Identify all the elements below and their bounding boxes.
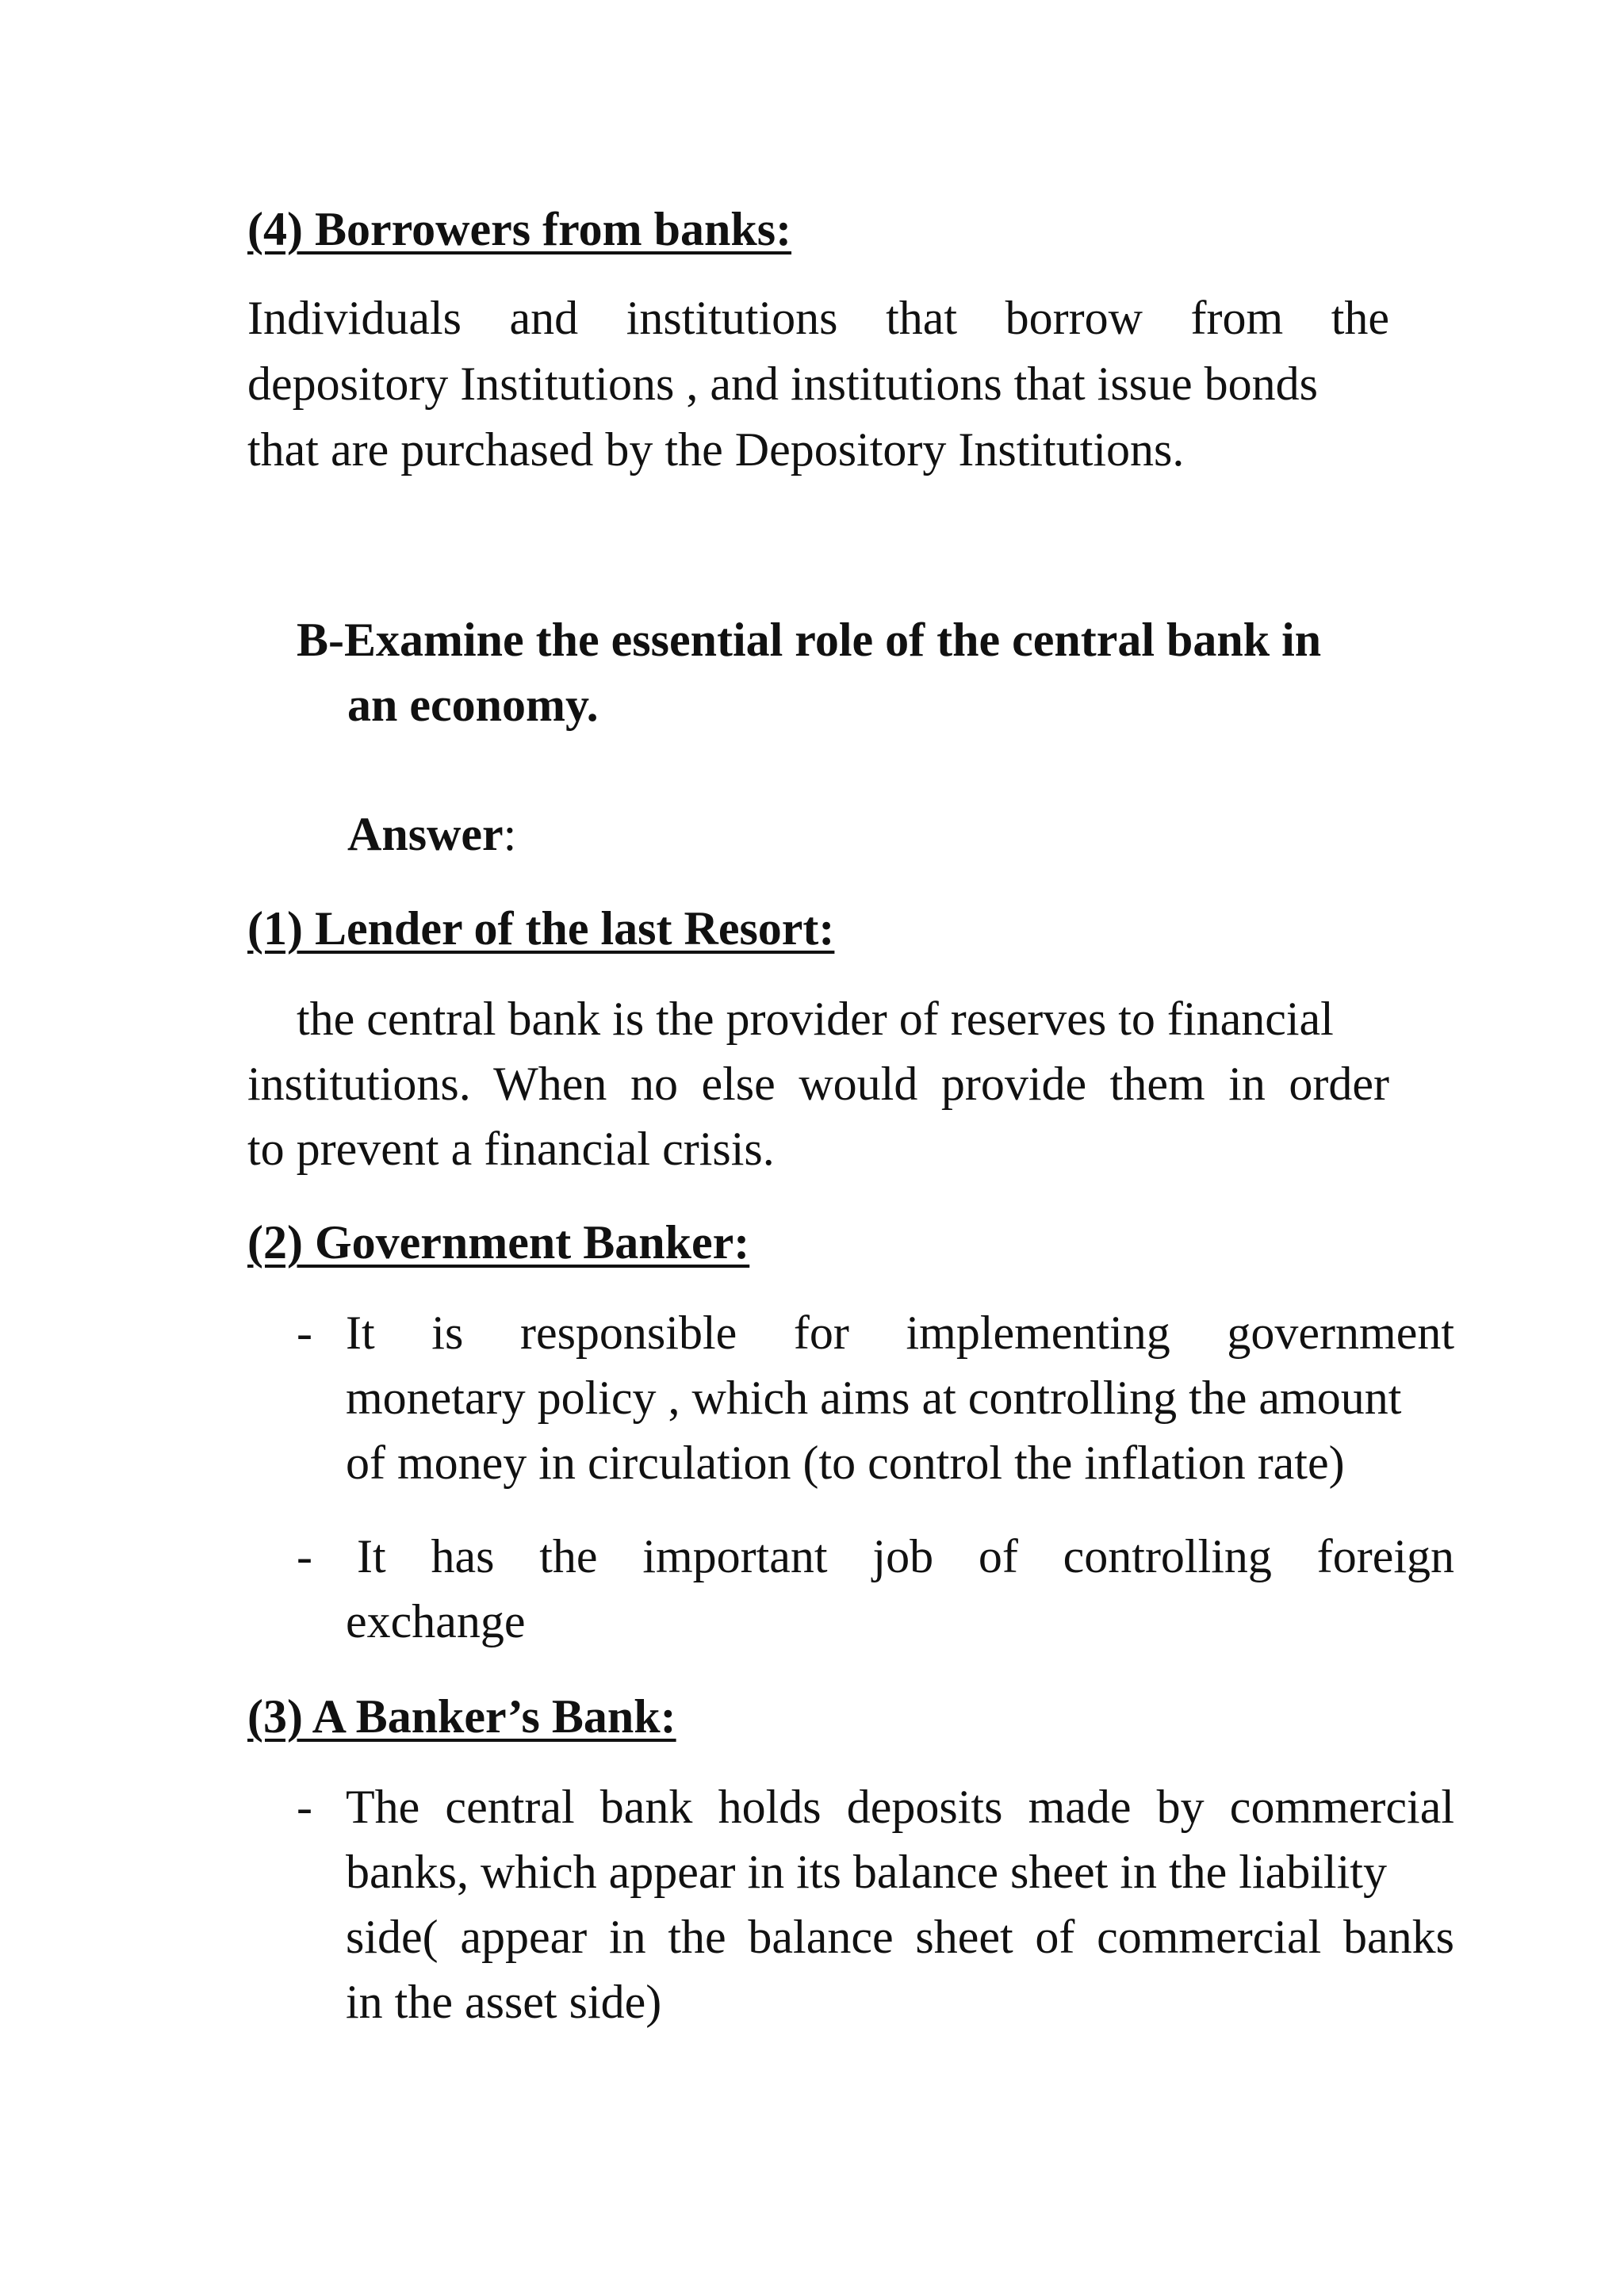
bankers-bullet1-line-2: banks, which appear in its balance sheet in the liability xyxy=(346,1846,1387,1898)
question-line-1: B-Examine the essential role of the central bank in xyxy=(297,614,1322,666)
bankers-bullet1-line-1: The central bank holds deposits made by commercial xyxy=(346,1781,1454,1833)
heading-lender: (1) Lender of the last Resort: xyxy=(247,902,835,955)
question-line-2: an economy. xyxy=(347,679,599,731)
lender-line-2: institutions. When no else would provide them in order xyxy=(247,1058,1389,1110)
answer-label xyxy=(347,802,516,867)
government-bullet2-line-1: It has the important job of controlling foreign xyxy=(357,1530,1454,1582)
government-bullet1-line-2: monetary policy , which aims at controlling the amount xyxy=(346,1372,1402,1424)
answer-label-text: Answer xyxy=(347,808,504,860)
bankers-bullet1-line-3: side( appear in the balance sheet of commercial banks xyxy=(346,1911,1454,1963)
government-bullet1-line-1: It is responsible for implementing government xyxy=(346,1307,1454,1359)
borrowers-line-2: depository Institutions , and institutions that issue bonds xyxy=(247,358,1318,410)
government-bullet2-line-2: exchange xyxy=(346,1595,526,1647)
heading-bankers-bank: (3) A Banker’s Bank: xyxy=(247,1690,676,1743)
borrowers-line-1: Individuals and institutions that borrow from the xyxy=(247,292,1389,344)
heading-government: (2) Government Banker: xyxy=(247,1216,750,1269)
answer-colon: : xyxy=(503,808,517,860)
bankers-bullet1-line-4: in the asset side) xyxy=(346,1976,662,2028)
bullet-marker: - xyxy=(297,1307,312,1359)
bullet-marker: - xyxy=(297,1530,312,1582)
borrowers-line-3: that are purchased by the Depository Institutions. xyxy=(247,423,1185,476)
government-bullet1-line-3: of money in circulation (to control the inflation rate) xyxy=(346,1437,1345,1489)
bullet-marker: - xyxy=(297,1781,312,1833)
heading-borrowers: (4) Borrowers from banks: xyxy=(247,203,792,255)
lender-line-3: to prevent a financial crisis. xyxy=(247,1123,775,1175)
lender-line-1: the central bank is the provider of reserves to financial xyxy=(297,993,1334,1045)
